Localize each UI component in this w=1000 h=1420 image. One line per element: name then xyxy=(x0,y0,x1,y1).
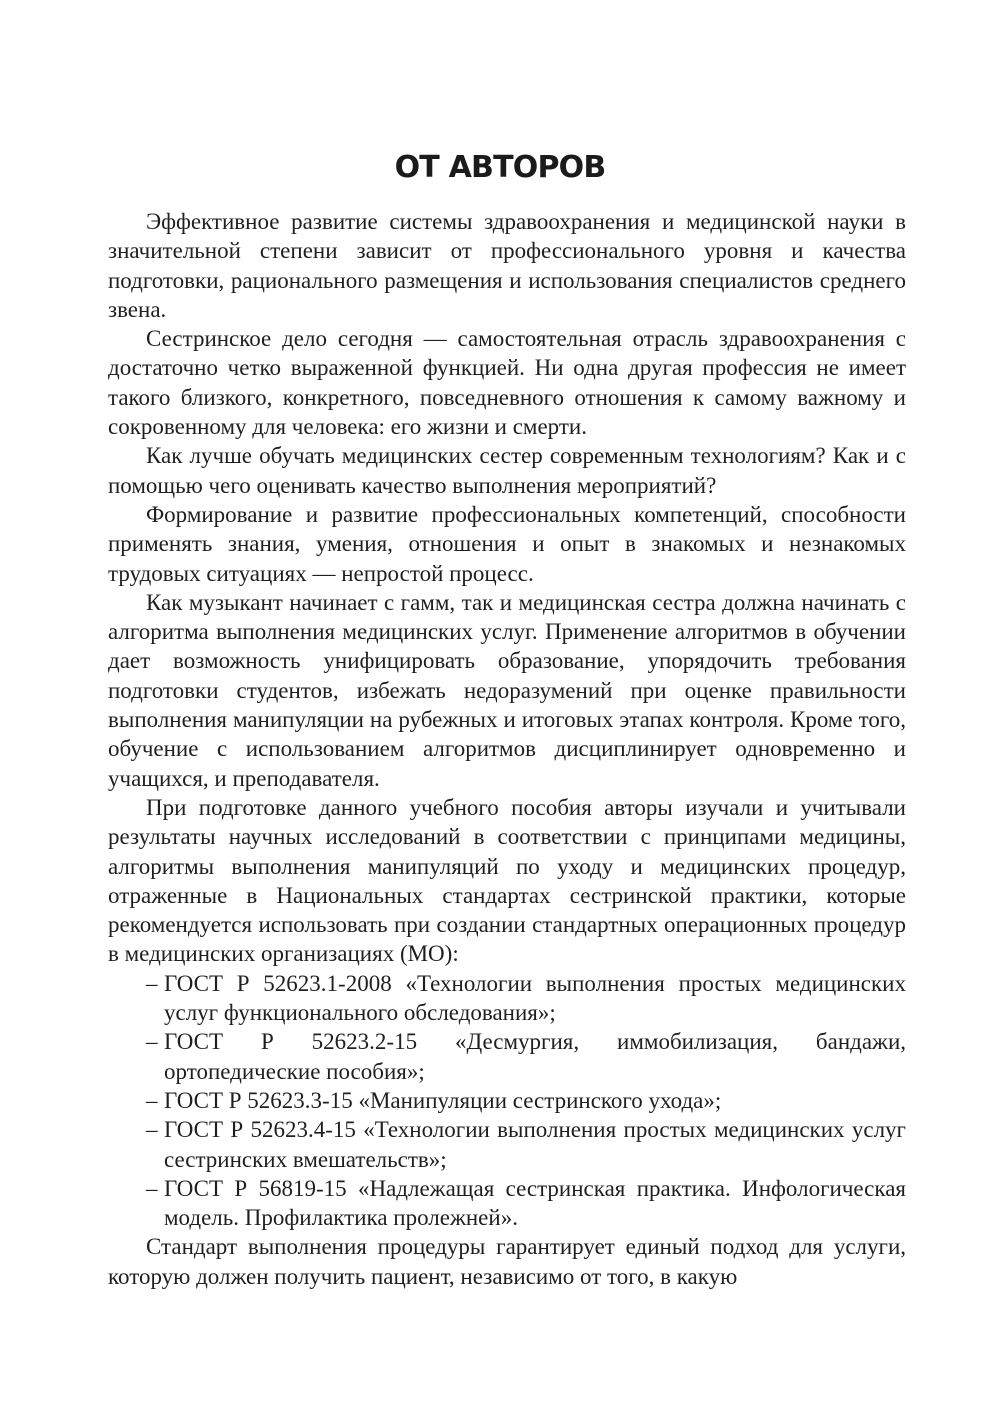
paragraph: Формирование и развитие профессиональных компетенций, способности применять знания, умения, отношения и опыт в знакомых и незнакомых трудовых ситуациях — непростой процесс. xyxy=(108,501,906,586)
page-title: ОТ АВТОРОВ xyxy=(394,150,606,185)
list-item-text: ГОСТ Р 56819-15 «Надлежащая сестринская практика. Инфологическая модель. Профилактика пролежней». xyxy=(164,1175,906,1231)
list-item-text: ГОСТ Р 52623.4-15 «Технологии выполнения простых медицинских услуг сестринских вмешательств»; xyxy=(164,1117,906,1172)
list-item xyxy=(108,1174,906,1233)
paragraph: При подготовке данного учебного пособия авторы изучали и учитывали результаты научных исследований в соответствии с принципами медицины, алгоритмы выполнения манипуляций по уходу и медицинских процедур, отраженные в Национальных стандартах сестринской практики, которые рекомендуется использовать при создании стандартных операционных процедур в медицинских организациях (МО): xyxy=(108,794,906,967)
dash-bullet: – xyxy=(146,1087,158,1113)
standards-list xyxy=(108,969,906,1233)
list-item xyxy=(108,1115,906,1174)
dash-bullet: – xyxy=(146,1117,158,1143)
list-item xyxy=(108,969,906,1028)
paragraph: Как лучше обучать медицинских сестер современным технологиям? Как и с помощью чего оценивать качество выполнения мероприятий? xyxy=(108,443,906,498)
paragraph: Как музыкант начинает с гамм, так и медицинская сестра должна начинать с алгоритма выполнения медицинских услуг. Применение алгоритмов в обучении дает возможность унифицировать образование, упорядочить требования подготовки студентов, избежать недоразумений при оценке правильности выполнения манипуляции на рубежных и итоговых этапах контроля. Кроме того, обучение с использованием алгоритмов дисциплинирует одновременно и учащихся, и преподавателя. xyxy=(108,589,906,791)
dash-bullet: – xyxy=(146,1029,158,1055)
document-body xyxy=(108,207,906,1291)
dash-bullet: – xyxy=(146,970,158,996)
list-item-text: ГОСТ Р 52623.1-2008 «Технологии выполнения простых медицинских услуг функционального обследования»; xyxy=(164,970,906,1026)
dash-bullet: – xyxy=(146,1175,158,1201)
list-item-text: ГОСТ Р 52623.3-15 «Манипуляции сестринского ухода»; xyxy=(164,1087,722,1113)
paragraph: Эффективное развитие системы здравоохранения и медицинской науки в значительной степени зависит от профессионального уровня и качества подготовки, рационального размещения и использования специалистов среднего звена. xyxy=(108,209,906,322)
list-item-text: ГОСТ Р 52623.2-15 «Десмургия, иммобилизация, бандажи, ортопедические пособия»; xyxy=(164,1029,906,1084)
paragraph: Сестринское дело сегодня — самостоятельная отрасль здравоохранения с достаточно четко выраженной функцией. Ни одна другая профессия не имеет такого близкого, конкретного, повседневного отношения к самому важному и сокровенному для человека: его жизни и смерти. xyxy=(108,326,906,440)
closing-paragraph: Стандарт выполнения процедуры гарантирует единый подход для услуги, которую должен получить пациент, независимо от того, в какую xyxy=(108,1234,906,1289)
list-item xyxy=(108,1027,906,1086)
list-item xyxy=(108,1086,906,1115)
